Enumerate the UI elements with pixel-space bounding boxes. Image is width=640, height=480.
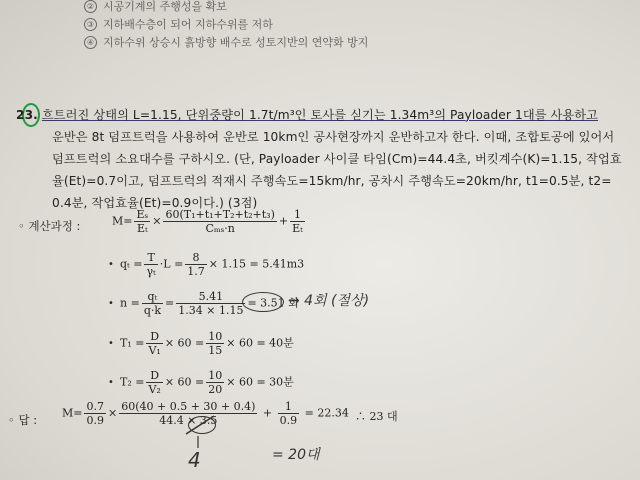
numerator: T	[144, 251, 157, 265]
answer-conclusion: ∴ 23 대	[355, 410, 398, 423]
numerator: Eₛ	[136, 208, 149, 221]
operator: +	[262, 406, 273, 420]
strike-stroke	[186, 416, 214, 434]
formula-rhs: = 3.51 회	[247, 296, 299, 310]
numerator: 1	[278, 400, 300, 414]
numerator: 60(40 + 0.5 + 30 + 0.4)	[121, 400, 256, 413]
denominator: V₁	[148, 344, 161, 357]
bullet-dot: •	[108, 377, 114, 388]
answer-label: ◦ 답 :	[8, 413, 38, 427]
item-number: ④	[84, 36, 97, 49]
formula-rhs: × 60 = 30분	[226, 375, 294, 389]
denominator: 1.34 × 1.15	[178, 304, 244, 317]
handwritten-answer: = 20대	[272, 447, 320, 463]
item-text: 시공기계의 주행성을 확보	[103, 0, 227, 13]
numerator: 5.41	[176, 290, 245, 304]
denominator: Cₘₛ·n	[205, 222, 235, 235]
denominator: 1.7	[187, 265, 205, 278]
formula-mid: × 60 =	[164, 336, 205, 350]
bullet-dot: •	[108, 298, 114, 309]
denominator: q·k	[143, 304, 162, 317]
operator: ×	[107, 406, 118, 420]
formula-m: M= $\frac{\text{Eₛ}}{\text{Eₜ}}$ × $\frac{\text{60(T₁+t₁+T₂+t₂+t₃)}}{\text{Cₘₛ·n}}$ + $\frac{1}{\text{Eₜ}}$	[112, 208, 303, 235]
handwritten-note: → 4회 (절상)	[288, 293, 370, 309]
numerator: D	[146, 330, 162, 344]
bullet-dot: •	[108, 259, 114, 270]
numerator: D	[146, 369, 162, 383]
denominator: V₂	[148, 383, 161, 396]
formula-mid: × 60 =	[164, 375, 205, 389]
question-text: 덤프트럭의 소요대수를 구하시오. (단, Payloader 사이클 타임(Cm)=44.4초, 버킷계수(K)=1.15, 작업효	[52, 152, 622, 166]
denominator: 0.9	[279, 414, 298, 427]
question-number: 23.	[16, 108, 38, 122]
numerator: 60(T₁+t₁+T₂+t₂+t₃)	[165, 208, 275, 221]
item-number: ②	[84, 0, 97, 13]
formula-lhs: M=	[62, 406, 83, 420]
numerator: 1	[290, 208, 305, 222]
item-number: ③	[84, 18, 97, 31]
numerator: 8	[185, 251, 207, 265]
formula-lhs: n =	[120, 296, 140, 310]
handwritten-correction: 4	[188, 448, 201, 472]
question-text: 0.4분, 작업효율(Et)=0.9이다.) (3점)	[52, 196, 258, 210]
denominator: γₜ	[146, 265, 156, 278]
question-text: 율(Et)=0.7이고, 덤프트럭의 적재시 주행속도=15km/hr, 공차시 주행속도=20km/hr, t1=0.5분, t2=	[52, 174, 612, 188]
denominator: 15	[208, 344, 223, 357]
question-text: 운반은 8t 덤프트럭을 사용하여 운반로 10km인 공사현장까지 운반하고자 한다. 이때, 조합토공에 있어서	[52, 130, 615, 144]
item-text: 지하배수층이 되어 지하수위를 저하	[103, 18, 273, 31]
item-text: 지하수위 상승시 흙방향 배수로 성토지반의 연약화 방지	[103, 36, 369, 49]
formula-lhs: T₁ =	[120, 336, 145, 350]
denominator: 20	[208, 383, 223, 396]
formula-lhs: T₂ =	[120, 375, 145, 389]
formula-lhs: qₜ =	[120, 257, 143, 271]
denominator: Eₜ	[136, 222, 148, 235]
formula-rhs: × 1.15 = 5.41m3	[208, 257, 305, 271]
denominator: Eₜ	[292, 222, 303, 235]
calc-label: ◦ 계산과정 :	[18, 219, 81, 233]
formula-mid: ·L =	[159, 257, 184, 271]
denominator: 0.9	[86, 414, 104, 427]
numerator: 10	[208, 330, 223, 343]
operator: =	[165, 296, 175, 310]
numerator: 10	[208, 369, 223, 382]
formula-rhs: × 60 = 40분	[226, 336, 294, 350]
operator: +	[278, 214, 289, 228]
denominator: 44.4 × 3.5	[159, 414, 218, 427]
answer-result: = 22.34	[304, 406, 349, 420]
question-text: 흐트러진 상태의 L=1.15, 단위중량이 1.7t/m³인 토사를 싣기는 1.34m³의 Payloader 1대를 사용하고	[41, 108, 599, 122]
numerator: qₜ	[142, 290, 163, 304]
bullet-dot: •	[108, 338, 114, 349]
numerator: 0.7	[86, 400, 104, 413]
formula-lhs: M=	[112, 214, 133, 228]
